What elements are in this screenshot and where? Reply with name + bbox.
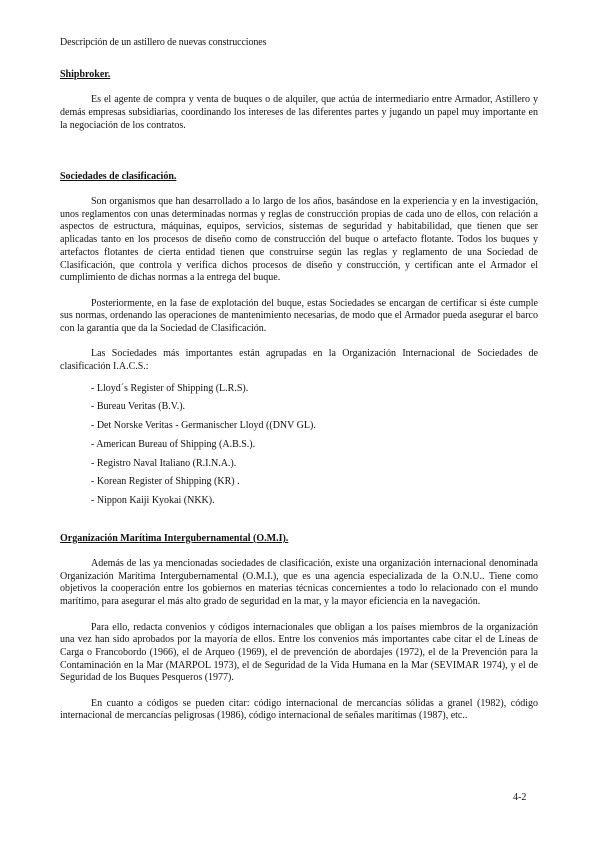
list-item: - Korean Register of Shipping (KR) . xyxy=(91,476,240,488)
list-item: - Lloyd´s Register of Shipping (L.R.S). xyxy=(91,382,249,394)
classification-societies-list xyxy=(60,383,538,508)
section-heading-omi: Organización Marítima Intergubernamental (O.M.I). xyxy=(60,532,289,544)
paragraph: Para ello, redacta convenios y códigos internacionales que obligan a los países miembros de la organización una vez han sido aprobados por la mayoría de ellos. Entre los convenios más importantes cabe citar el de Líneas de Carga o Francobordo (1966), el de Arqueo (1969), el de prevención de abordajes (1972), el de la Prevención para la Contaminación en la Mar (MARPOL 1973), el de Seguridad de la Vida Humana en la Mar (SEVIMAR 1974), y el de Seguridad de los Buques Pesqueros (1977). xyxy=(60,621,538,684)
running-header: Descripción de un astillero de nuevas construcciones xyxy=(60,37,267,48)
paragraph: Posteriormente, en la fase de explotación del buque, estas Sociedades se encargan de certificar si éste cumple sus normas, ordenando las operaciones de mantenimiento necesarias, de modo que el Armador pueda asegurar el barco con la garantía que da la Sociedad de Clasificación. xyxy=(60,297,538,334)
paragraph: Son organismos que han desarrollado a lo largo de los años, basándose en la experiencia y en la investigación, unos reglamentos con unas determinadas normas y reglas de construcción propias de cada uno de ellos, con relación a aspectos de estructura, máquinas, equipos, servicios, sistemas de seguridad y habitabilidad, que tienen que ser aplicadas tanto en los procesos de diseño como de construcción del buque o artefacto flotante. Todos los buques y artefactos flotantes de cierta entidad tienen que construirse según las reglas y reglamento de una Sociedad de Clasificación, que controla y verifica dichos procesos de diseño y construcción, y certifican ante el Armador el cumplimiento de dichas normas a la entrega del buque. xyxy=(60,195,538,284)
section-heading-sociedades: Sociedades de clasificación. xyxy=(60,170,177,182)
paragraph: Además de las ya mencionadas sociedades de clasificación, existe una organización internacional denominada Organización Marítima Intergubernamental (O.M.I.), que es una agencia especializada de la O.N.U.. Tiene como objetivos la cooperación entre los gobiernos en materias técnicas concernientes a todo lo relacionado con el mundo marítimo, para asegurar el más alto grado de seguridad en la mar, y la mayor eficiencia en la navegación. xyxy=(60,558,538,608)
page-number: 4-2 xyxy=(513,792,527,803)
list-item: - Registro Naval Italiano (R.I.N.A.). xyxy=(91,457,237,469)
list-item: - Bureau Veritas (B.V.). xyxy=(91,401,186,413)
list-item: - Det Norske Veritas - Germanischer Lloyd ((DNV GL). xyxy=(91,420,316,432)
paragraph: En cuanto a códigos se pueden citar: código internacional de mercancías sólidas a granel (1982), código internacional de mercancías peligrosas (1986), código internacional de señales marítimas (1987), etc.. xyxy=(60,697,538,722)
paragraph: Las Sociedades más importantes están agrupadas en la Organización Internacional de Sociedades de clasificación I.A.C.S.: xyxy=(60,348,538,373)
list-item: - American Bureau of Shipping (A.B.S.). xyxy=(91,438,256,450)
paragraph: Es el agente de compra y venta de buques o de alquiler, que actúa de intermediario entre Armador, Astillero y demás empresas subsidiarias, coordinando los intereses de las diferentes partes y jugando un papel muy importante en la negociación de los contratos. xyxy=(60,94,538,131)
list-item: - Nippon Kaiji Kyokai (NKK). xyxy=(91,494,215,506)
document-body xyxy=(60,69,538,723)
section-heading-shipbroker: Shipbroker. xyxy=(60,69,111,80)
